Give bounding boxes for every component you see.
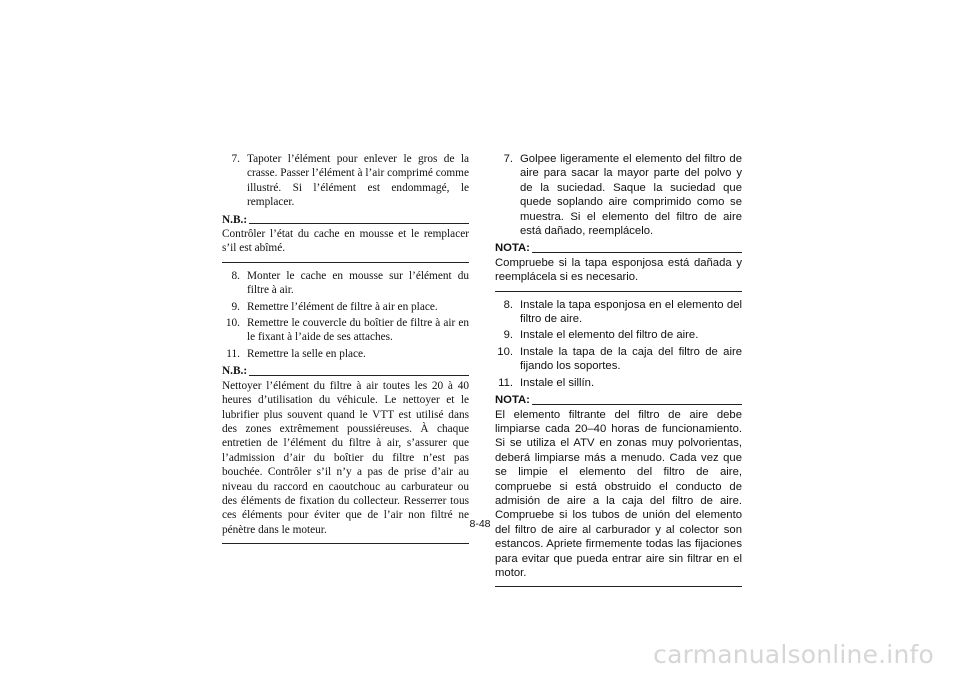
step-number: 8. — [231, 269, 240, 282]
step-item — [495, 298, 742, 327]
spanish-steps-a — [495, 152, 742, 238]
step-item — [495, 376, 742, 390]
step-text: Instale la tapa esponjosa en el elemento del filtro de aire. — [520, 298, 742, 326]
step-number: 7. — [231, 153, 240, 165]
note-rule — [532, 404, 742, 405]
note-label: N.B.: — [222, 365, 248, 378]
step-item — [222, 300, 469, 314]
step-text: Remettre le couvercle du boîtier de filtre à air en le fixant à l’aide de ses attaches. — [247, 317, 469, 344]
note-label: NOTA: — [495, 394, 530, 407]
step-text: Monter le cache en mousse sur l’élément du filtre à air. — [247, 269, 469, 297]
page-number: 8-48 — [469, 518, 491, 530]
note-header — [495, 393, 742, 407]
step-number: 7. — [503, 153, 513, 165]
step-item — [222, 152, 469, 210]
step-text: Remettre la selle en place. — [247, 347, 366, 360]
step-number: 9. — [231, 300, 240, 313]
note-body: Compruebe si la tapa esponjosa está dañada y reemplácela si es necesario. — [495, 256, 742, 292]
note-rule — [249, 223, 469, 224]
note-body: Contrôler l’état du cache en mousse et le remplacer s’il est abîmé. — [222, 227, 469, 263]
note-header — [495, 241, 742, 255]
note-body: Nettoyer l’élément du filtre à air toutes les 20 à 40 heures d’utilisation du véhicule. Le nettoyer et le lubrifier plus souvent quand le VTT est utilisé dans des zones extrêmement poussiéreuses. À chaque entretien de l’élément du filtre à air, s’assurer que l’admission d’air du boîtier du filtre n’est pas bouchée. Contrôler s’il n’y a pas de prise d’air au niveau du raccord en caoutchouc au carburateur ou des éléments de fixation du collecteur. Resserrer tous ces éléments pour éviter que de l’air non filtré ne pénètre dans le moteur. — [222, 379, 469, 544]
step-number: 11. — [226, 347, 240, 360]
step-item — [495, 152, 742, 238]
step-item — [495, 345, 742, 374]
step-number: 10. — [225, 317, 240, 330]
note-header — [222, 213, 469, 227]
step-text: Tapoter l’élément pour enlever le gros de la crasse. Passer l’élément à l’air comprimé comme illustré. Si l’élément est endommagé, le remplacer. — [247, 153, 469, 209]
note-rule — [249, 375, 469, 376]
watermark: carmanualsonline.info — [653, 640, 934, 669]
note-header — [222, 364, 469, 378]
step-text: Golpee ligeramente el elemento del filtro de aire para sacar la mayor parte del polvo y de la suciedad. Saque la suciedad que quede soplando aire comprimido como se muestra. Si el elemento del filtro de aire está dañado, reemplácelo. — [520, 153, 742, 238]
step-number: 8. — [503, 298, 513, 311]
step-number: 11. — [498, 376, 513, 389]
step-number: 10. — [497, 345, 513, 358]
step-text: Instale el sillín. — [520, 376, 595, 389]
step-text: Remettre l’élément de filtre à air en place. — [247, 300, 438, 313]
french-steps-a — [222, 152, 469, 210]
step-item — [495, 328, 742, 342]
french-steps-b — [222, 269, 469, 361]
step-text: Instale el elemento del filtro de aire. — [520, 329, 699, 342]
spanish-steps-b — [495, 298, 742, 390]
note-rule — [532, 252, 742, 253]
step-item — [222, 347, 469, 361]
note-body: El elemento filtrante del filtro de aire debe limpiarse cada 20–40 horas de funcionamiento. Si se utiliza el ATV en zonas muy polvorientas, deberá limpiarse más a menudo. Cada vez que se limpie el elemento del filtro de aire, compruebe si está obstruido el conducto de admisión de aire a la caja del filtro de aire. Compruebe si los tubos de unión del elemento del filtro de aire al carburador y al colector son estancos. Apriete firmemente todas las fijaciones para evitar que pueda entrar aire sin filtrar en el motor. — [495, 408, 742, 588]
french-column — [222, 152, 469, 550]
step-text: Instale la tapa de la caja del filtro de aire fijando los soportes. — [520, 345, 742, 373]
step-number: 9. — [503, 329, 513, 342]
step-item — [222, 269, 469, 298]
step-item — [222, 316, 469, 345]
note-label: N.B.: — [222, 213, 248, 226]
note-label: NOTA: — [495, 242, 530, 255]
